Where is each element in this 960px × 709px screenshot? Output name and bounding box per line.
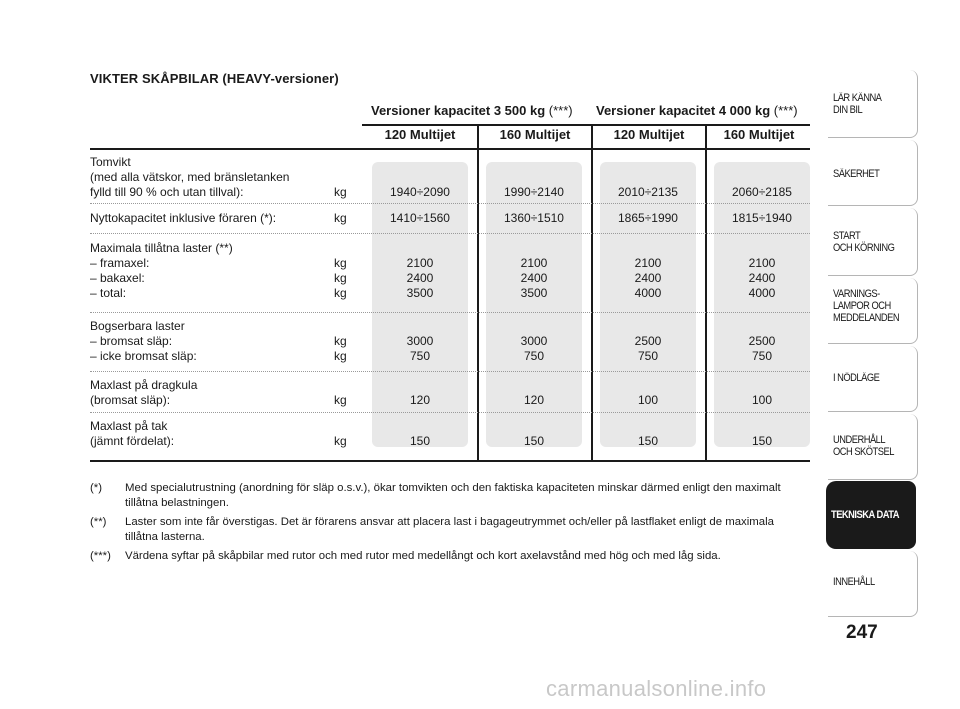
cell-value: 150 — [409, 434, 431, 448]
cell-value: 1410÷1560 — [390, 211, 450, 225]
cell-value: 2500 750 — [748, 334, 776, 363]
page-number: 247 — [846, 622, 878, 643]
side-tab-sakerhet[interactable]: SÄKERHET — [828, 140, 918, 206]
side-tab-lar-kanna[interactable]: LÄR KÄNNA DIN BIL — [828, 70, 918, 138]
row-separator — [90, 412, 810, 413]
row-label-tak: Maxlast på tak (jämnt fördelat): — [90, 419, 175, 448]
cell-value: 1990÷2140 — [504, 185, 564, 199]
row-separator — [90, 233, 810, 234]
side-tab-i-nodlage[interactable]: I NÖDLÄGE — [828, 346, 918, 412]
cell-value: 1815÷1940 — [732, 211, 792, 225]
column-header: 120 Multijet — [613, 127, 685, 142]
cell-value: 1360÷1510 — [504, 211, 564, 225]
row-separator — [90, 371, 810, 372]
cell-value: 3000 750 — [406, 334, 434, 363]
row-label-tomvikt: Tomvikt (med alla vätskor, med bränsletanken fylld till 90 % och utan tillval): — [90, 155, 290, 199]
cell-value: 100 — [751, 393, 773, 407]
footnote: (**) Laster som inte får överstigas. Det är förarens ansvar att placera last i bagageutrymmet och/eller på lastflaket enligt de maximala tillåtna lasterna. — [90, 516, 774, 543]
unit-label: kg kg kg — [334, 256, 347, 300]
row-separator — [90, 312, 810, 313]
cell-value: 150 — [523, 434, 545, 448]
cell-value: 1865÷1990 — [618, 211, 678, 225]
side-tab-underhall[interactable]: UNDERHÅLL OCH SKÖTSEL — [828, 414, 918, 480]
cell-value: 120 — [523, 393, 545, 407]
cell-value: 2100 2400 3500 — [406, 256, 434, 300]
table-bottom-rule — [90, 460, 810, 462]
row-label-bogserbara-laster: Bogserbara laster – bromsat släp: – icke bromsat släp: — [90, 319, 197, 363]
column-header: 120 Multijet — [384, 127, 456, 142]
column-header: 160 Multijet — [499, 127, 571, 142]
cell-value: 100 — [637, 393, 659, 407]
column-header: 160 Multijet — [723, 127, 795, 142]
cell-value: 2100 2400 4000 — [634, 256, 662, 300]
unit-label: kg — [334, 393, 347, 407]
side-tab-innehall[interactable]: INNEHÅLL — [828, 551, 918, 617]
cell-value: 150 — [751, 434, 773, 448]
cell-value: 120 — [409, 393, 431, 407]
unit-label: kg — [334, 434, 347, 448]
cell-value: 2500 750 — [634, 334, 662, 363]
cell-value: 2100 2400 3500 — [520, 256, 548, 300]
row-label-dragkula: Maxlast på dragkula (bromsat släp): — [90, 378, 198, 407]
cell-value: 1940÷2090 — [390, 185, 450, 199]
watermark: carmanualsonline.info — [546, 676, 767, 701]
unit-label: kg — [334, 185, 347, 199]
footnote: (***) Värdena syftar på skåpbilar med rutor och med rutor med medellångt och kort axelavstånd med hög och med låg sida. — [90, 550, 721, 562]
row-label-nyttokapacitet: Nyttokapacitet inklusive föraren (*): — [90, 211, 277, 225]
header-rule — [90, 148, 810, 150]
page-title: VIKTER SKÅPBILAR (HEAVY-versioner) — [90, 71, 339, 86]
unit-label: kg — [334, 211, 347, 225]
header-rule — [362, 124, 810, 126]
group-header-3500: Versioner kapacitet 3 500 kg (***) — [371, 103, 573, 118]
cell-value: 150 — [637, 434, 659, 448]
footnote: (*) Med specialutrustning (anordning för släp o.s.v.), ökar tomvikten och den faktiska kapaciteten minskar därmed enligt den maximalt tillåtna belastningen. — [90, 482, 781, 509]
side-tab-tekniska-data[interactable]: TEKNISKA DATA — [826, 481, 916, 549]
cell-value: 2010÷2135 — [618, 185, 678, 199]
cell-value: 2060÷2185 — [732, 185, 792, 199]
side-tab-start[interactable]: START OCH KÖRNING — [828, 208, 918, 276]
row-label-maximala-laster: Maximala tillåtna laster (**) – framaxel: – bakaxel: – total: — [90, 241, 233, 300]
cell-value: 3000 750 — [520, 334, 548, 363]
side-tab-varningslampor[interactable]: VARNINGS- LAMPOR OCH MEDDELANDEN — [828, 278, 918, 344]
row-separator — [90, 203, 810, 204]
cell-value: 2100 2400 4000 — [748, 256, 776, 300]
group-header-4000: Versioner kapacitet 4 000 kg (***) — [596, 103, 798, 118]
unit-label: kg kg — [334, 334, 347, 363]
